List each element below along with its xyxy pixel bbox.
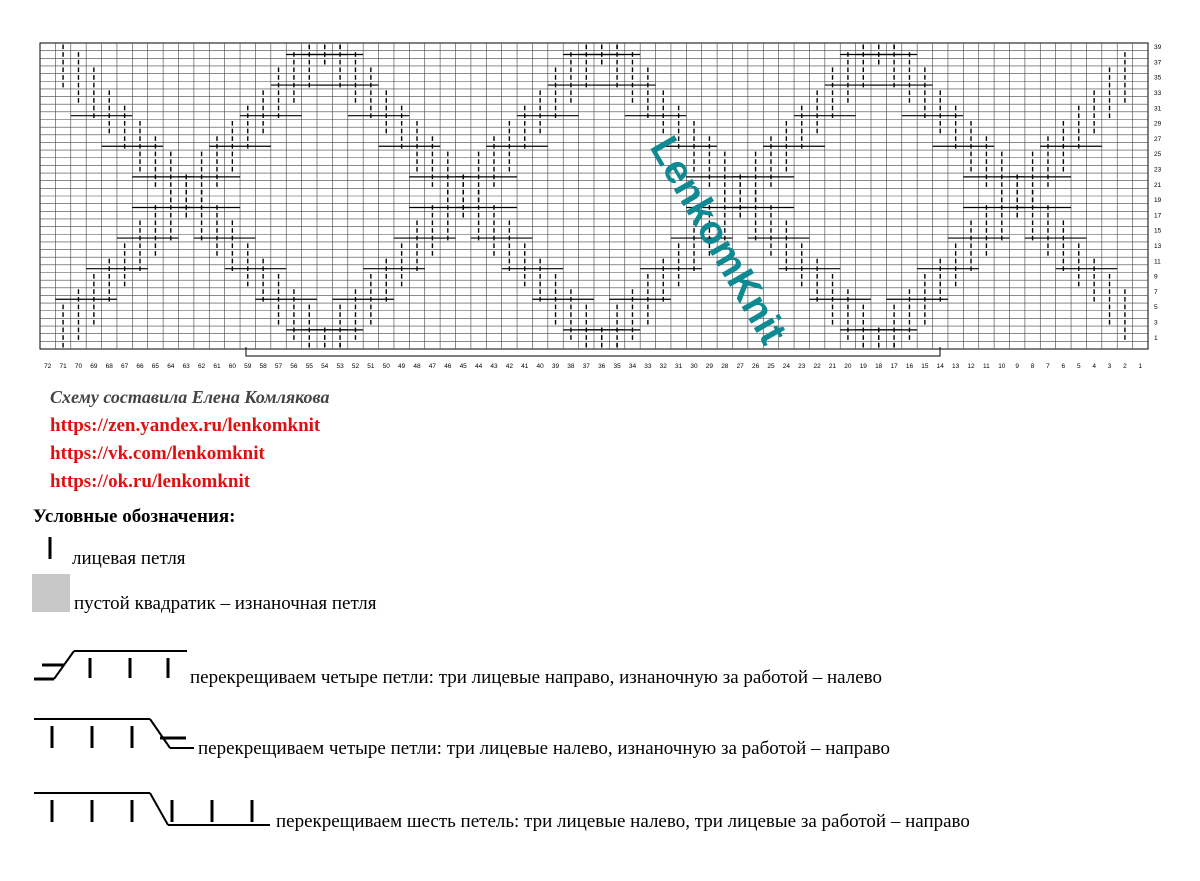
row-number: 19 — [1154, 197, 1162, 205]
column-number: 53 — [336, 363, 344, 370]
column-numbers — [44, 363, 1142, 370]
column-number: 56 — [290, 363, 298, 370]
column-number: 30 — [690, 363, 698, 370]
column-number: 69 — [90, 363, 98, 370]
column-number: 18 — [875, 363, 883, 370]
column-number: 10 — [998, 363, 1006, 370]
column-number: 6 — [1061, 363, 1066, 370]
column-number: 51 — [367, 363, 375, 370]
chart-grid — [40, 43, 1148, 349]
row-number: 11 — [1154, 258, 1161, 266]
row-number: 37 — [1154, 59, 1162, 67]
legend-knit: лицевая петля — [72, 548, 186, 569]
column-number: 29 — [705, 363, 714, 370]
column-number: 22 — [813, 363, 821, 370]
column-number: 31 — [675, 363, 683, 370]
column-number: 2 — [1123, 363, 1127, 370]
row-number: 23 — [1154, 166, 1162, 174]
row-number: 9 — [1154, 273, 1158, 281]
row-numbers — [1154, 44, 1162, 342]
column-number: 14 — [936, 363, 944, 370]
column-number: 62 — [197, 363, 206, 370]
column-number: 63 — [182, 363, 190, 370]
column-number: 65 — [151, 363, 160, 370]
column-number: 24 — [782, 363, 790, 370]
column-number: 64 — [167, 363, 175, 370]
ok-link[interactable]: https://ok.ru/lenkomknit — [50, 471, 251, 492]
column-number: 13 — [952, 363, 960, 370]
column-number: 5 — [1076, 363, 1081, 370]
column-number: 40 — [536, 363, 544, 370]
row-number: 3 — [1154, 319, 1158, 327]
column-number: 59 — [244, 363, 252, 370]
row-number: 29 — [1154, 120, 1162, 128]
row-number: 1 — [1154, 334, 1158, 342]
column-number: 60 — [228, 363, 236, 370]
row-number: 13 — [1154, 243, 1162, 251]
column-number: 8 — [1030, 363, 1035, 370]
column-number: 68 — [105, 363, 113, 370]
column-number: 39 — [551, 363, 560, 370]
column-number: 23 — [798, 363, 806, 370]
column-number: 57 — [274, 363, 283, 370]
cross-right-symbol — [32, 648, 192, 682]
column-number: 47 — [428, 363, 437, 370]
column-number: 67 — [121, 363, 129, 370]
column-number: 21 — [828, 363, 837, 370]
column-number: 61 — [213, 363, 221, 370]
column-number: 55 — [305, 363, 313, 370]
row-number: 21 — [1154, 181, 1162, 189]
row-number: 35 — [1154, 74, 1162, 82]
legend-title: Условные обозначения: — [33, 506, 236, 527]
column-number: 9 — [1015, 363, 1020, 370]
row-number: 31 — [1154, 105, 1162, 113]
legend-purl: пустой квадратик – изнаночная петля — [74, 593, 377, 614]
column-number: 58 — [259, 363, 267, 370]
knitting-chart — [0, 0, 1200, 380]
zen-link[interactable]: https://zen.yandex.ru/lenkomknit — [50, 415, 321, 436]
cross-six-symbol — [32, 790, 272, 830]
column-number: 71 — [59, 363, 67, 370]
row-number: 5 — [1154, 304, 1158, 312]
column-number: 35 — [613, 363, 621, 370]
column-number: 54 — [321, 363, 329, 370]
row-number: 33 — [1154, 90, 1162, 98]
column-number: 45 — [459, 363, 467, 370]
column-number: 44 — [474, 363, 483, 370]
column-number: 27 — [736, 363, 744, 370]
row-number: 27 — [1154, 135, 1162, 143]
column-number: 3 — [1107, 363, 1112, 370]
column-number: 4 — [1092, 363, 1096, 370]
cross-left-symbol — [32, 716, 197, 756]
column-number: 37 — [582, 363, 590, 370]
column-number: 33 — [644, 363, 652, 370]
column-number: 38 — [567, 363, 575, 370]
column-number: 43 — [490, 363, 498, 370]
column-number: 50 — [382, 363, 390, 370]
column-number: 11 — [983, 363, 990, 370]
column-number: 25 — [767, 363, 775, 370]
column-number: 12 — [967, 363, 975, 370]
column-number: 70 — [74, 363, 83, 370]
legend-cross-right: перекрещиваем четыре петли: три лицевые направо, изнаночную за работой – налево — [190, 667, 883, 688]
legend-cross-left: перекрещиваем четыре петли: три лицевые налево, изнаночную за работой – направо — [198, 738, 891, 759]
column-number: 16 — [905, 363, 914, 370]
row-number: 15 — [1154, 227, 1162, 235]
column-number: 72 — [44, 363, 52, 370]
author-credit: Схему составила Елена Комлякова — [50, 387, 330, 407]
column-number: 52 — [351, 363, 360, 370]
purl-symbol — [32, 574, 70, 612]
column-number: 48 — [413, 363, 421, 370]
column-number: 19 — [859, 363, 867, 370]
vk-link[interactable]: https://vk.com/lenkomknit — [50, 443, 265, 464]
column-number: 49 — [398, 363, 406, 370]
column-number: 36 — [598, 363, 606, 370]
column-number: 1 — [1138, 363, 1143, 370]
column-number: 17 — [890, 363, 898, 370]
column-number: 7 — [1046, 363, 1050, 370]
column-number: 32 — [659, 363, 667, 370]
knit-symbol — [44, 535, 56, 561]
column-number: 46 — [444, 363, 452, 370]
column-number: 20 — [844, 363, 852, 370]
row-number: 25 — [1154, 151, 1162, 159]
column-number: 42 — [505, 363, 513, 370]
column-number: 28 — [721, 363, 729, 370]
row-number: 7 — [1154, 288, 1158, 296]
watermark: LenkomKnit — [641, 129, 796, 352]
column-number: 34 — [628, 363, 637, 370]
legend-cross-six: перекрещиваем шесть петель: три лицевые налево, три лицевые за работой – направо — [276, 811, 970, 832]
row-number: 17 — [1154, 212, 1162, 220]
row-number: 39 — [1154, 44, 1162, 52]
column-number: 15 — [921, 363, 929, 370]
column-number: 26 — [751, 363, 760, 370]
column-number: 41 — [521, 363, 529, 370]
column-number: 66 — [136, 363, 144, 370]
